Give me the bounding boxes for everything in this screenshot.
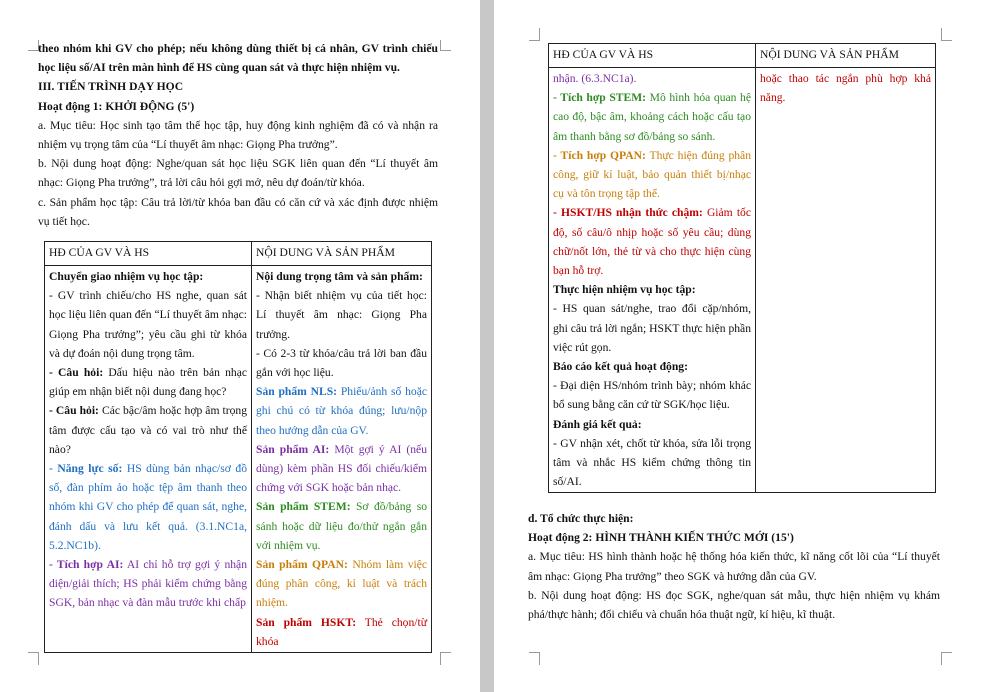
ai-integration-label: - Tích hợp AI:: [49, 558, 124, 572]
table-header-teacher: HĐ CỦA GV VÀ HS: [549, 44, 756, 68]
ai-integration-continued: nhận. (6.3.NC1a).: [553, 72, 637, 85]
product-hskt-label: Sản phẩm HSKT:: [256, 615, 357, 629]
evaluation-title: Đánh giá kết quả:: [553, 417, 642, 431]
ai-integration-note: [49, 555, 247, 613]
left-text-flow: [38, 39, 438, 231]
content-2-paragraph: b. Nội dung hoạt động: HS đọc SGK, nghe/quan sát mẫu, thực hiện nhiệm vụ khám phá/thực hành; đối chiếu và chuẩn hóa thuật ngữ, kí hiệu, kĩ thuật.: [528, 588, 940, 622]
intro-paragraph: theo nhóm khi GV cho phép; nếu không dùng thiết bị cá nhân, GV trình chiếu học liệu số/AI trên màn hình để HS cùng quan sát và thực hiện nhiệm vụ.: [38, 42, 438, 75]
crop-mark: [28, 652, 39, 665]
hskt-support-text: Giảm tốc độ, số câu/ô nhịp hoặc số yêu cầu; dùng chữ/nốt lớn, thẻ từ và cho thực hiện cùng bạn hỗ trợ.: [553, 206, 751, 278]
product-qpan-text: Nhóm làm việc đúng phân công, kỉ luật và trách nhiệm.: [256, 558, 428, 610]
document-page-right: [494, 0, 985, 692]
question-label: - Câu hỏi:: [49, 404, 99, 418]
content-paragraph: b. Nội dung hoạt động: Nghe/quan sát học liệu SGK liên quan đến “Lí thuyết âm nhạc: Giọng Pha trưởng”, trả lời câu hỏi gợi mở, nêu dự đoán/từ khóa.: [38, 157, 438, 190]
question-2: [49, 401, 247, 459]
product-hskt: [256, 613, 427, 651]
product-qpan-label: Sản phẩm QPAN:: [256, 558, 348, 572]
stem-integration-text: Mô hình hóa quan hệ cao độ, bậc âm, khoảng cách hoặc cấu tạo âm thanh bằng sơ đồ/bảng so sánh.: [553, 91, 751, 143]
stem-integration-label: - Tích hợp STEM:: [553, 91, 647, 105]
teacher-student-cell: [45, 266, 252, 653]
qpan-integration-note: [553, 146, 751, 204]
report-title: Báo cáo kết quả hoạt động:: [553, 360, 688, 374]
content-product-cell: [756, 68, 936, 493]
stem-integration-note: [553, 88, 751, 146]
crop-mark: [529, 28, 540, 41]
hskt-support-label: - HSKT/HS nhận thức chậm:: [553, 206, 703, 220]
question-label: - Câu hỏi:: [49, 366, 104, 380]
digital-competence-text: HS dùng bản nhạc/sơ đồ số, đàn phím ảo hoặc tệp âm thanh theo nhóm khi GV cho phép để quan sát, nghe, đánh dấu và lưu kết quả. (3.1.NC1a, 5.2.NC1b).: [49, 462, 247, 552]
organization-heading: d. Tổ chức thực hiện:: [528, 512, 634, 525]
table-header-content: NỘI DUNG VÀ SẢN PHẨM: [252, 242, 432, 266]
hskt-support-note: [553, 203, 751, 280]
page-gutter: [480, 0, 494, 692]
activity-table-right: [548, 43, 936, 493]
crop-mark: [440, 40, 451, 51]
product-ai-text: Một gợi ý AI (nếu dùng) kèm phần HS đối chiếu/kiểm chứng với SGK hoặc bản nhạc.: [256, 442, 427, 495]
product-nls-label: Sản phẩm NLS:: [256, 385, 338, 399]
task-execution-text: - HS quan sát/nghe, trao đổi cặp/nhóm, ghi câu trả lời ngắn; HSKT thực hiện phần việc rút gọn.: [553, 302, 751, 354]
task-assignment-title: Chuyển giao nhiệm vụ học tập:: [49, 270, 204, 283]
content-focus-item: - Có 2-3 từ khóa/câu trả lời ban đầu gắn với học liệu.: [256, 346, 427, 380]
crop-mark: [440, 652, 451, 665]
goal-2-paragraph: a. Mục tiêu: HS hình thành hoặc hệ thống hóa kiến thức, kĩ năng cốt lõi của “Lí thuyết âm nhạc: Giọng Pha trưởng” theo SGK và hướng dẫn của GV.: [528, 550, 940, 583]
report-text: - Đại diện HS/nhóm trình bày; nhóm khác bổ sung bằng căn cứ từ SGK/học liệu.: [553, 379, 751, 412]
product-qpan: [256, 555, 427, 613]
digital-competence-note: [49, 459, 247, 555]
crop-mark: [941, 28, 952, 41]
goal-paragraph: a. Mục tiêu: Học sinh tạo tâm thế học tập, huy động kinh nghiệm đã có và nhận ra nhiệm vụ trọng tâm của “Lí thuyết âm nhạc: Giọng Pha trưởng”.: [38, 118, 438, 152]
activity-2-heading: Hoạt động 2: HÌNH THÀNH KIẾN THỨC MỚI (15'): [528, 531, 794, 545]
product-ai: [256, 440, 427, 498]
section-heading: III. TIẾN TRÌNH DẠY HỌC: [38, 80, 184, 94]
teacher-student-cell: [549, 68, 756, 493]
product-nls: [256, 382, 427, 440]
qpan-integration-text: Thực hiện đúng phân công, giữ kỉ luật, bảo quản thiết bị/nhạc cụ và tôn trọng tập thể.: [553, 148, 751, 201]
question-text: Dấu hiệu nào trên bản nhạc giúp em nhận biết nội dung đang học?: [49, 366, 247, 399]
evaluation-text: - GV nhận xét, chốt từ khóa, sửa lỗi trọng tâm và nhắc HS kiểm chứng thông tin số/AI.: [553, 436, 751, 489]
activity-table-left: [44, 241, 432, 653]
product-hskt-continued: hoặc thao tác ngắn phù hợp khả năng.: [760, 72, 931, 105]
digital-competence-label: - Năng lực số:: [49, 462, 123, 476]
product-stem: [256, 497, 427, 555]
crop-mark: [941, 652, 952, 665]
question-text: Các bậc/âm hoặc hợp âm trọng tâm được cấu tạo và có vai trò như thế nào?: [49, 404, 247, 456]
product-nls-text: Phiếu/ảnh số hoặc ghi chú có từ khóa đúng; lưu/nộp theo hướng dẫn của GV.: [256, 385, 427, 437]
document-page-left: [0, 0, 480, 692]
content-product-cell: [252, 266, 432, 653]
product-hskt-text: Thẻ chọn/từ khóa: [256, 615, 427, 648]
activity-heading: Hoạt động 1: KHỞI ĐỘNG (5'): [38, 99, 195, 113]
content-focus-title: Nội dung trọng tâm và sản phẩm:: [256, 270, 423, 283]
product-stem-text: Sơ đồ/bảng so sánh hoặc dữ liệu đo/thử ngắn gắn với nhiệm vụ.: [256, 500, 427, 552]
content-focus-item: - Nhận biết nhiệm vụ của tiết học: Lí thuyết âm nhạc: Giọng Pha trưởng.: [256, 289, 427, 341]
product-ai-label: Sản phẩm AI:: [256, 442, 330, 456]
crop-mark: [529, 652, 540, 665]
table-header-teacher: HĐ CỦA GV VÀ HS: [45, 242, 252, 266]
product-stem-label: Sản phẩm STEM:: [256, 500, 351, 514]
right-text-flow: [528, 509, 940, 624]
product-paragraph: c. Sản phẩm học tập: Câu trả lời/từ khóa ban đầu có căn cứ và xác định được nhiệm vụ tiết học.: [38, 195, 438, 228]
question-1: [49, 363, 247, 401]
qpan-integration-label: - Tích hợp QPAN:: [553, 148, 646, 162]
ai-integration-text: AI chỉ hỗ trợ gợi ý nhận diện/giải thích; HS phải kiểm chứng bằng SGK, bản nhạc và đàn mẫu trước khi chấp: [49, 558, 247, 610]
table-header-content: NỘI DUNG VÀ SẢN PHẨM: [756, 44, 936, 68]
task-assignment-text: - GV trình chiếu/cho HS nghe, quan sát học liệu liên quan đến “Lí thuyết âm nhạc: Giọng Pha trưởng”; yêu cầu ghi từ khóa và dự đoán nội dung trọng tâm.: [49, 289, 247, 360]
task-execution-title: Thực hiện nhiệm vụ học tập:: [553, 283, 696, 297]
